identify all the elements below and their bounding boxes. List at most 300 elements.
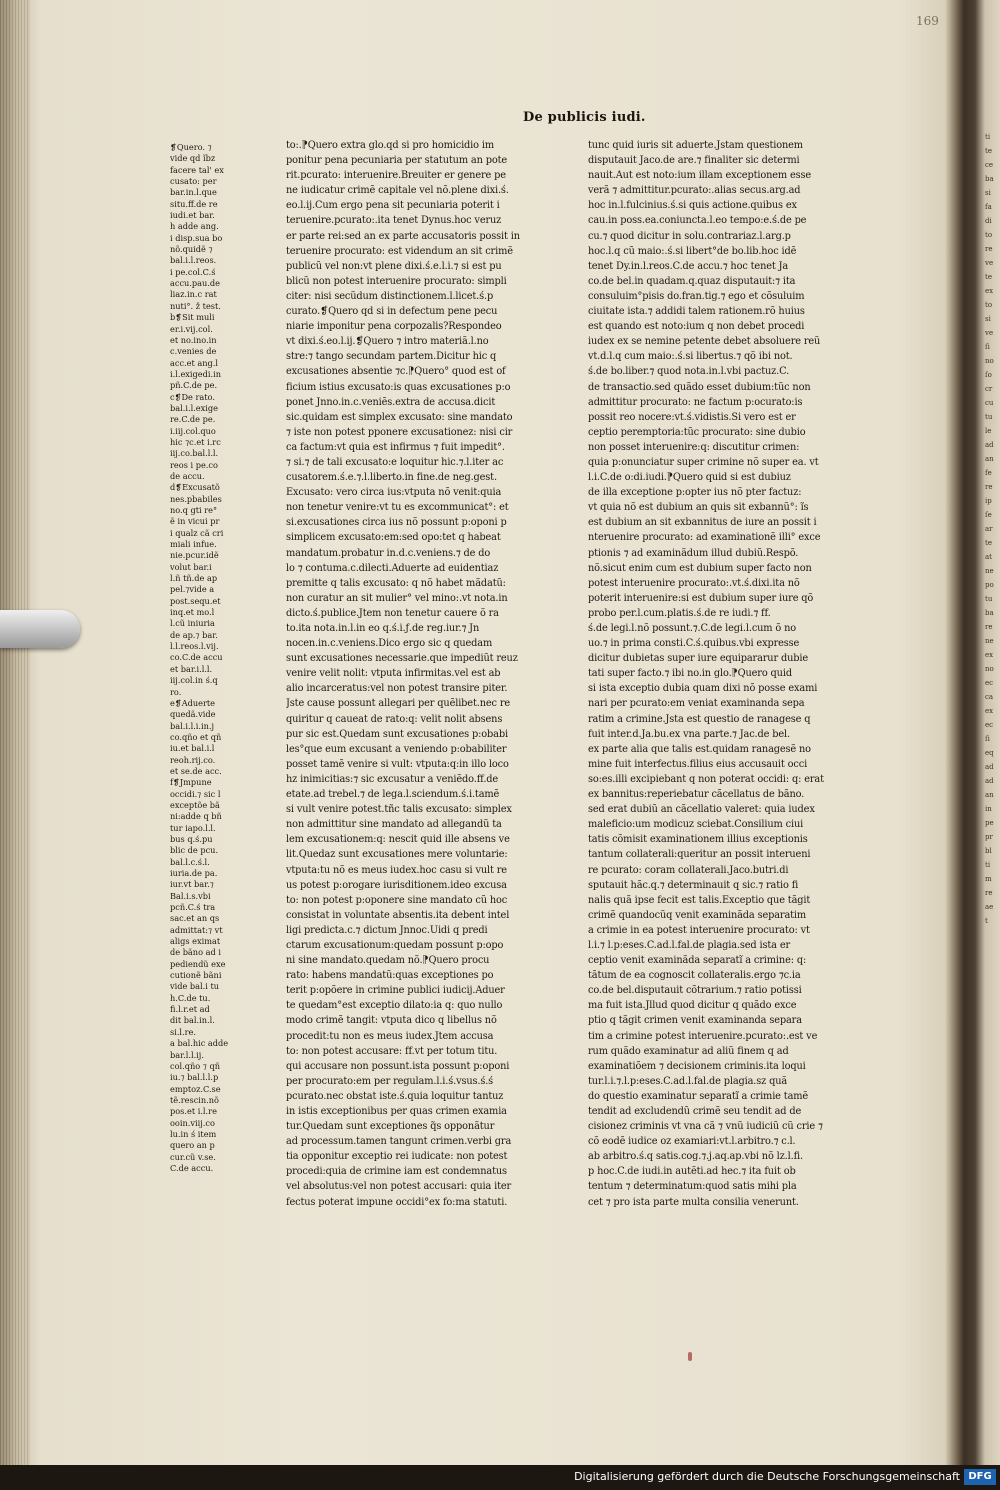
marginal-note-line: bal.i.l.i.in.j	[170, 720, 215, 731]
marginal-note-line: nes.pbabiles	[170, 493, 222, 504]
text-line: pur sic est.Quedam sunt excusationes p:obabi	[286, 728, 508, 740]
text-line: vtputa:tu nõ es meus iudex.hoc casu si vult re	[286, 864, 507, 876]
text-line: crimẽ quandocũq venit examinãda separatim	[588, 909, 807, 921]
text-line: ligi predicta.c.⁊ dictum Jnnoc.Uidi q predi	[286, 924, 488, 936]
text-line: lit.Quedaz sunt excusationes mere voluntarie:	[286, 849, 508, 861]
facing-page-line: ad	[985, 763, 994, 771]
text-line: si ista exceptio dubia quam dixi nõ posse exami	[588, 683, 818, 695]
marginal-note-line: nõ.quidẽ ⁊	[170, 244, 213, 255]
facing-page-line: ae	[985, 903, 994, 911]
facing-page-line: ec	[985, 721, 994, 729]
facing-page-line: ne	[985, 567, 994, 575]
marginal-note-line: co.C.de accu	[170, 652, 223, 663]
marginal-note-line: dit bal.in.l.	[170, 1015, 215, 1026]
marginal-note-line: vide qd ĩbz	[170, 153, 216, 164]
facing-page-line: ad	[985, 777, 994, 785]
text-line: ponet Jnno.in.c.veniẽs.extra de accusa.dicit	[286, 396, 496, 408]
text-line: ne iudicatur crimẽ capitale vel nõ.plene dixi.ś.	[286, 185, 509, 197]
facing-page-line: ip	[985, 497, 992, 505]
text-line: ś.de legi.l.nõ possunt.⁊.C.de legi.l.cum õ no	[588, 623, 797, 634]
facing-page-line: eq	[985, 749, 994, 757]
text-line: sputauit hãc.q.⁊ determinauit q sic.⁊ ratio fi	[588, 879, 799, 891]
facing-page-line: cr	[985, 385, 993, 393]
marginal-note-line: iudi.et bar.	[170, 210, 215, 221]
facing-page-line: bl	[985, 847, 992, 855]
text-line: lem excusationem:q: nescit quid ille absens ve	[286, 834, 510, 846]
marginal-note-line: vide bal.i tu	[170, 981, 220, 992]
facing-page-line: te	[985, 273, 992, 281]
text-line: dicto.ś.publice.Jtem non tenetur cauere õ ra	[286, 607, 499, 619]
marginal-note-line: tẽ.rescin.nõ	[170, 1094, 219, 1105]
text-line: sed erat dubiũ an cãcellatio valeret: quia iudex	[588, 804, 815, 816]
marginal-note-line: fi.l.r.et ad	[170, 1004, 210, 1015]
text-line: rato: habens mandatũ:quas exceptiones po	[286, 970, 494, 982]
text-line: iudex ex se nemine petente debet absoluere reũ	[588, 336, 821, 348]
marginal-note-line: quedã.vide	[170, 709, 216, 720]
text-line: us potest p:orogare iurisditionem.ideo excusa	[286, 879, 507, 891]
text-line: co.de bel.in quadam.q.quaz disputauit:⁊ ita	[588, 275, 796, 287]
text-line: non admittitur sine mandato ad allegandũ ta	[286, 819, 502, 831]
text-line: tur.l.i.⁊.l.p:eses.C.ad.l.fal.de plagia.sz quã	[588, 1075, 788, 1087]
text-line: stre:⁊ tango secundam partem.Dicitur hic q	[286, 351, 497, 363]
facing-page-line: at	[985, 553, 992, 561]
text-line: procedi:quia de crimine iam est condemnatus	[286, 1166, 507, 1178]
text-line: tentum ⁊ determinatum:quod satis mihi pla	[588, 1181, 797, 1193]
text-line: ex parte alia que talis est.quidam ranagesẽ no	[588, 743, 811, 755]
text-line: nteruenire procurato: ad examinationẽ illi° exce	[588, 532, 821, 544]
facing-page-line: fa	[985, 203, 992, 211]
marginal-note-line: ooin.viij.co	[170, 1117, 215, 1128]
marginal-note-line: e❡Aduerte	[170, 697, 216, 708]
marginal-note-line: de ap.⁊ bar.	[170, 629, 218, 640]
facing-page-line: fe	[985, 469, 992, 477]
text-line: cõ eodẽ iudice oz examiari:vt.l.arbitro.⁊ c.l.	[588, 1136, 796, 1148]
text-line: uo.⁊ in prima consti.C.ś.quibus.vbi expresse	[588, 638, 800, 650]
text-line: in istis exceptionibus per quas crimen examia	[286, 1106, 507, 1117]
facing-page-line: si	[985, 189, 991, 197]
marginal-note-line: exceptõe bã	[170, 799, 220, 810]
text-line: pcurato.nec obstat iste.ś.quia loquitur tantuz	[286, 1090, 504, 1102]
text-line: teruenire procurato: est videndum an sit crimẽ	[286, 245, 513, 257]
text-line: non posset interuenire:q: discutitur crimen:	[588, 441, 800, 453]
marginal-note-line: iuria.de pa.	[170, 868, 218, 878]
marginal-note-line: admittat:⁊ vt	[170, 924, 223, 935]
text-line: de transactio.sed quãdo esset dubium:tũc non	[588, 381, 811, 393]
text-line: nauit.Aut est noto:ium illam exceptionem esse	[588, 170, 812, 182]
text-line: nocen.in.c.veniens.Dico ergo sic q quedam	[286, 638, 493, 650]
text-line: tur.Quedam sunt exceptiones q̃s opponãtur	[286, 1121, 495, 1133]
marginal-note-line: bal.i.l.exige	[170, 402, 218, 413]
text-line: ceptio venit examinãda separatĩ a crimine: q:	[588, 955, 807, 967]
text-line: nari per pcurato:em veniat examinanda sepa	[588, 698, 805, 710]
facing-page-line: in	[985, 805, 992, 813]
marginal-note-line: C.de accu.	[170, 1162, 214, 1173]
ink-mark	[688, 1352, 692, 1361]
facing-page-line: ce	[985, 161, 994, 169]
text-line: dicitur dubietas super iure equipararur dubie	[588, 653, 808, 665]
text-line: ratim a crimine.Jsta est questio de ranagese q	[588, 713, 811, 725]
facing-page-line: no	[985, 665, 994, 673]
marginal-note-line: i.iij.col.quo	[170, 425, 216, 436]
text-line: si.excusationes circa ius nõ possunt p:oponi p	[286, 517, 507, 529]
text-column-left	[286, 138, 548, 1210]
text-line: consistat in voluntate absentis.ita debent intel	[286, 909, 510, 921]
text-line: to: non potest accusare: ff.vt per totum titu.	[286, 1045, 498, 1057]
facing-page-fragment	[985, 130, 1000, 1030]
facing-page-line: cu	[985, 399, 994, 407]
facing-page-line: no	[985, 357, 994, 365]
text-line: nõ.sicut enim cum est dubium super facto non	[588, 562, 812, 574]
text-line: ab arbitro.ś.q satis.cog.⁊.j.aq.ap.vbi nõ lz.l.fi.	[588, 1151, 803, 1163]
marginal-note-line: liaz.in.c rat	[170, 289, 217, 300]
marginal-note-line: iur.vt bar.⁊	[170, 879, 214, 890]
marginal-note-line: b❡Sit muli	[170, 312, 215, 323]
facing-page-line: ti	[985, 133, 991, 141]
text-line: hoc.l.q cũ maio:.ś.si libert°de bo.lib.hoc idẽ	[588, 245, 797, 257]
facing-page-line: pr	[985, 833, 993, 841]
text-line: premitte q talis excusato: q nõ habet mãdatũ:	[286, 577, 506, 589]
footer-bar	[0, 1465, 1000, 1490]
marginal-notes	[170, 142, 272, 1174]
text-line: tendit ad excludendũ crimẽ seu tendit ad de	[588, 1106, 802, 1117]
marginal-note-line: cutionẽ bãni	[170, 970, 222, 981]
text-line: maleficio:um modicuz sciebat.Consilium ciui	[588, 819, 804, 831]
marginal-note-line: c❡De rato.	[170, 391, 215, 402]
marginal-note-line: nuti°. ž test.	[170, 300, 221, 311]
marginal-note-line: de accu.	[170, 470, 205, 481]
facing-page-line: ex	[985, 651, 994, 659]
text-line: l.i.⁊ l.p:eses.C.ad.l.fal.de plagia.sed ista er	[588, 939, 790, 951]
facing-page-line: ſi	[985, 735, 990, 743]
marginal-note-line: l.cũ iniuria	[170, 618, 215, 629]
facing-page-line: tu	[985, 413, 993, 421]
marginal-note-line: i.l.exigedi.in	[170, 368, 221, 379]
marginal-note-line: occidi.⁊ sic l	[170, 788, 221, 799]
text-line: sunt excusationes necessarie.que impediũt reuz	[286, 653, 518, 665]
text-line: vt.d.l.q cum maio:.ś.si libertus.⁊ qõ ibi not.	[588, 351, 793, 363]
facing-page-line: to	[985, 301, 993, 309]
text-line: vel absolutus:vel non potest accusari: quia iter	[286, 1181, 512, 1193]
marginal-note-line: sac.et an qs	[170, 913, 220, 924]
facing-page-line: ex	[985, 287, 994, 295]
text-line: quia p:onunciatur super crimine nõ super ea. vt	[588, 456, 819, 468]
text-line: l.i.C.de o:di.iudi.⁋Quero quid si est dubiuz	[588, 472, 791, 484]
facing-page-line: re	[985, 623, 993, 631]
text-line: tãtum de ea cognoscit collateralis.ergo ⁊c.ia	[588, 970, 801, 982]
text-line: to:.⁋Quero extra glo.qd si pro homicidio im	[286, 140, 495, 151]
text-line: qui accusare non possunt.ista possunt p:oponi	[286, 1060, 510, 1072]
marginal-note-line: miali infue.	[170, 539, 217, 550]
text-line: excusationes absentie ⁊c.⁋Quero° quod est of	[286, 366, 506, 378]
marginal-note-line: facere tal' ex	[170, 164, 224, 175]
text-line: tenet Dy.in.l.reos.C.de accu.⁊ hoc tenet Ja	[588, 260, 789, 272]
facing-page-line: te	[985, 147, 992, 155]
marginal-note-line: l.l.reos.l.vij.	[170, 641, 219, 652]
text-line: niarie imponitur pena corpozalis?Respondeo	[286, 321, 502, 333]
text-line: mandatum.probatur in.d.c.veniens.⁊ de do	[286, 547, 491, 559]
text-line: modo crimẽ tangit: vtputa dico q libellus nõ	[286, 1015, 497, 1027]
text-line: nalis quã ipse fecit est talis.Exceptio que tãgit	[588, 894, 811, 906]
text-line: posset tamẽ venire si vult: vtputa:q:in illo loco	[286, 758, 509, 770]
marginal-note-line: i pe.col.C.ś	[170, 266, 216, 277]
marginal-note-line: nie.pcur.idẽ	[170, 550, 219, 561]
text-line: ex bannitus:reperiebatur cãcellatus de bãno.	[588, 789, 805, 801]
text-line: poterit interuenire:si est dubium super iure qõ	[588, 592, 814, 604]
marginal-note-line: pñ.C.de pe.	[170, 380, 218, 391]
text-line: ⁊ si.⁊ de tali excusato:e loquitur hic.⁊.l.iter ac	[286, 456, 504, 468]
marginal-note-line: iij.co.bal.l.l.	[170, 448, 219, 459]
marginal-note-line: et bar.i.l.l.	[170, 663, 213, 674]
text-line: rit.pcurato: interuenire.Breuiter er genere pe	[286, 170, 506, 182]
text-line: hoc in.l.fulcinius.ś.si quis actione.quibus ex	[588, 200, 797, 212]
text-line: cisionez criminis vt vna cã ⁊ vnũ iudiciũ cũ crie ⁊	[588, 1121, 823, 1133]
marginal-note-line: i qualz cã cri	[170, 527, 224, 538]
marginal-note-line: h adde ang.	[170, 221, 219, 232]
text-line: est quando est noto:ium q non debet procedi	[588, 321, 805, 333]
page-number: 169	[916, 14, 939, 28]
text-line: to.ita nota.in.l.in eo q.ś.i.ƒ.de reg.iur.⁊ Jn	[286, 623, 480, 634]
text-line: rum quãdo examinatur ad aliũ finem q ad	[588, 1045, 789, 1057]
marginal-note-line: post.sequ.et	[170, 595, 221, 606]
facing-page-line: ar	[985, 525, 993, 533]
marginal-note-line: cusato: per	[170, 176, 217, 187]
text-line: a crimie in ea potest interuenire procurato: vt	[588, 924, 810, 936]
text-line: fuit inter.d.Ja.bu.ex vna parte.⁊ Jac.de bel.	[588, 728, 790, 740]
text-line: verã ⁊ admittitur.pcurato:.alias secus.arg.ad	[588, 185, 801, 197]
text-line: ma fuit ista.Jllud quod dicitur q quãdo exce	[588, 1000, 797, 1012]
text-line: tati super facto.⁊ ibi no.in glo.⁋Quero quid	[588, 668, 792, 680]
text-line: p hoc.C.de iudi.in autẽti.ad hec.⁊ ita fuit ob	[588, 1166, 796, 1178]
text-line: citer: nisi secũdum distinctionem.l.licet.ś.p	[286, 290, 494, 302]
text-line: tim a crimine potest interuenire.pcurato:.est ve	[588, 1030, 818, 1042]
text-line: terit p:opõere in crimine publici iudicij.Aduer	[286, 985, 505, 997]
text-line: vt dixi.ś.eo.l.ij.❡Quero ⁊ intro materiã.l.no	[286, 336, 489, 348]
marginal-note-line: tur iapo.l.l.	[170, 822, 216, 833]
marginal-note-line: aligs eximat	[170, 936, 221, 947]
text-line: co.de bel.disputauit cõtrarium.⁊ ratio potissi	[588, 985, 802, 997]
text-line: non tenetur venire:vt tu es excommunicat°: et	[286, 502, 509, 514]
text-line: si vult venire potest.tñc talis excusato: simplex	[286, 804, 512, 816]
facing-page-line: t	[985, 917, 988, 925]
marginal-note-line: no.q gti re°	[170, 505, 218, 515]
text-line: tia opponitur exceptio rei iudicate: non potest	[286, 1151, 508, 1163]
text-line: les°que eum excusant a veniendo p:obabiliter	[286, 743, 507, 755]
facing-page-line: ve	[985, 259, 994, 267]
marginal-note-line: bus q.ś.pu	[170, 833, 213, 844]
facing-page-line: di	[985, 217, 992, 225]
facing-page-line: pe	[985, 819, 994, 827]
facing-page-line: m	[985, 875, 992, 883]
facing-page-line: re	[985, 245, 993, 253]
text-line: alio incarceratus:vel non potest transire piter.	[286, 683, 508, 695]
marginal-note-line: er.i.vij.col.	[170, 323, 213, 334]
text-line: tatis cõmisit examinationem illius exceptionis	[588, 834, 808, 846]
facing-page-line: ti	[985, 861, 991, 869]
text-line: est dubium an sit exbannitus de iure an possit i	[588, 517, 817, 529]
text-line: ficium istius excusato:is quas excusationes p:o	[286, 381, 511, 393]
text-line: procedit:tu non es meus iudex.Jtem accusa	[286, 1030, 494, 1042]
facing-page-line: an	[985, 455, 994, 463]
marginal-note-line: bal.i.l.reos.	[170, 255, 217, 266]
facing-page-line: ne	[985, 637, 994, 645]
text-line: disputauit Jaco.de are.⁊ finaliter sic determi	[588, 155, 800, 167]
text-line: consuluim°pisis do.fran.tig.⁊ ego et cõsuluim	[588, 290, 805, 302]
text-line: mine fuit interfectus.filius eius accusauit occi	[588, 758, 808, 770]
marginal-note-line: et no.ino.in	[170, 334, 217, 345]
marginal-note-line: i disp.sua bo	[170, 232, 223, 243]
marginal-note-line: hic ⁊c.et i.rc	[170, 436, 221, 447]
facing-page-line: ad	[985, 441, 994, 449]
marginal-note-line: ❡Quero. ⁊	[170, 142, 212, 152]
text-line: possit reo nocere:vt.ś.vidistis.Si vero est er	[588, 411, 796, 423]
marginal-note-line: bal.l.c.ś.l.	[170, 856, 210, 867]
text-line: publicũ vel non:vt plene dixi.ś.e.l.i.⁊ si est pu	[286, 260, 502, 272]
text-line: ś.de bo.liber.⁊ quod nota.in.l.vbi pactuz.C.	[588, 366, 790, 378]
marginal-note-line: et se.de acc.	[170, 765, 222, 776]
facing-page-line: si	[985, 315, 991, 323]
marginal-note-line: a bal.hic adde	[170, 1038, 229, 1049]
text-line: tunc quid iuris sit aduerte.Jstam questionem	[588, 140, 803, 151]
page-clip	[0, 610, 80, 648]
marginal-note-line: l.ñ tñ.de ap	[170, 573, 218, 584]
text-line: eo.l.ij.Cum ergo pena sit pecuniaria poterit i	[286, 200, 500, 212]
text-line: sic.quidam est simplex excusato: sine mandato	[286, 411, 513, 423]
text-line: ca factum:vt quia est infirmus ⁊ fuit impedit°.	[286, 441, 505, 453]
text-line: hz inimicitias:⁊ sic excusatur a veniẽdo.ff.de	[286, 773, 499, 785]
text-line: Jste cause possunt allegari per quẽlibet.nec re	[286, 698, 510, 710]
facing-page-line: le	[985, 427, 992, 435]
text-line: blicũ non potest interuenire procurato: simpli	[286, 275, 507, 287]
marginal-note-line: de bãno ad i	[170, 947, 221, 958]
facing-page-line: ve	[985, 329, 994, 337]
text-line: ctarum excusationum:quedam possunt p:opo	[286, 939, 504, 951]
text-line: ad processum.tamen tangunt crimen.verbi gra	[286, 1136, 512, 1148]
text-line: to: non potest p:oponere sine mandato cũ hoc	[286, 894, 508, 906]
facing-page-line: tu	[985, 595, 993, 603]
text-line: ptionis ⁊ ad examinãdum illud dubiũ.Respõ.	[588, 547, 799, 559]
text-line: de illa exceptione p:opter ius nõ pter factuz:	[588, 487, 802, 499]
page-edges	[0, 0, 30, 1465]
facing-page-line: ſi	[985, 343, 990, 351]
text-line: venire velit nolit: vtputa infirmitas.vel est ab	[286, 668, 501, 680]
marginal-note-line: pos.et i.l.re	[170, 1106, 217, 1117]
text-line: ciuitate ista.⁊ addidi talem rationem.rõ huius	[588, 306, 805, 318]
text-line: cu.⁊ quod dicitur in solu.contrariaz.l.arg.p	[588, 230, 791, 242]
facing-page-line: an	[985, 791, 994, 799]
text-line: curato.❡Quero qd si in defectum pene pecu	[286, 306, 498, 318]
facing-page-line: ſe	[985, 511, 992, 519]
text-line: per procurato:em per regulam.l.i.ś.vsus.ś.ś	[286, 1075, 494, 1087]
text-line: ni sine mandato.quedam nõ.⁋Quero procu	[286, 955, 490, 967]
marginal-note-line: re.C.de pe.	[170, 414, 216, 425]
marginal-note-line: co.qño et qñ	[170, 731, 222, 742]
marginal-note-line: cur.cũ v.se.	[170, 1151, 216, 1162]
facing-page-line: ex	[985, 707, 994, 715]
marginal-note-line: ni:adde q bñ	[170, 811, 222, 822]
text-line: cet ⁊ pro ista parte multa consilia venerunt.	[588, 1196, 799, 1208]
text-line: cau.in poss.ea.coniuncta.l.eo tempo:e.ś.de pe	[588, 215, 807, 227]
text-line: non curatur an sit mulier° vel mino:.vt nota.in	[286, 592, 508, 604]
facing-page-line: ba	[985, 609, 994, 617]
marginal-note-line: iu.et bal.i.l	[170, 743, 215, 754]
marginal-note-line: iij.col.in ś.q	[170, 675, 218, 686]
marginal-note-line: c.venies de	[170, 346, 217, 357]
text-line: Excusato: vero circa ius:vtputa nõ venit:quia	[286, 487, 502, 499]
dfg-logo: DFG	[964, 1469, 996, 1485]
marginal-note-line: volut bar.i	[170, 561, 212, 572]
facing-page-line: ec	[985, 679, 994, 687]
marginal-note-line: quero an p	[170, 1140, 215, 1151]
marginal-note-line: col.qño ⁊ qñ	[170, 1060, 220, 1071]
marginal-note-line: si.l.re.	[170, 1026, 197, 1037]
marginal-note-line: reos i pe.co	[170, 459, 218, 470]
text-line: quiritur q caueat de rato:q: velit nolit absens	[286, 713, 503, 725]
text-line: er parte rei:sed an ex parte accusatoris possit in	[286, 230, 520, 242]
text-line: cusatorem.ś.e.⁊.l.liberto.in fine.de neg.gest.	[286, 472, 497, 484]
text-line: ptio q tãgit crimen venit examinanda separa	[588, 1015, 802, 1027]
marginal-note-line: emptoz.C.se	[170, 1083, 221, 1094]
text-line: admittitur procurato: ne factum p:ocurato:is	[588, 396, 803, 408]
facing-page-line: re	[985, 483, 993, 491]
text-line: vt quia nõ est dubium an quis sit exbannũ°: ĩs	[588, 502, 809, 514]
text-line: etate.ad trebel.⁊ de lega.l.sciendum.ś.i.tamẽ	[286, 789, 500, 801]
facing-page-line: ſo	[985, 371, 992, 379]
marginal-note-line: reoh.rij.co.	[170, 754, 216, 765]
marginal-note-line: bar.in.l.que	[170, 187, 217, 198]
marginal-note-line: acc.et ang.l	[170, 357, 219, 368]
text-line: re pcurato: coram collaterali.Jaco.butri.di	[588, 864, 789, 876]
text-line: so:es.illi excipiebant q non poterat occidi: q: erat	[588, 773, 824, 785]
marginal-note-line: iu.⁊ bal.l.l.p	[170, 1072, 219, 1083]
marginal-note-line: pel.⁊vide a	[170, 584, 215, 595]
marginal-note-line: blic de pcu.	[170, 845, 219, 856]
marginal-note-line: lu.in ś item	[170, 1128, 217, 1139]
text-line: te quedam°est exceptio dilato:ia q: quo nullo	[286, 1000, 503, 1012]
facing-page-line: ba	[985, 175, 994, 183]
marginal-note-line: pediendũ exe	[170, 958, 226, 969]
text-column-right	[588, 138, 850, 1210]
facing-page-line: po	[985, 581, 994, 589]
marginal-note-line: ẽ in vicui pr	[170, 516, 220, 527]
marginal-note-line: accu.pau.de	[170, 278, 221, 289]
facing-page-line: te	[985, 539, 992, 547]
text-line: do questio examinatur separatĩ a crimie tamẽ	[588, 1090, 809, 1102]
marginal-note-line: pcñ.C.ś tra	[170, 902, 216, 913]
text-line: tantum collaterali:queritur an possit interueni	[588, 849, 811, 861]
marginal-note-line: situ.ff.de re	[170, 198, 218, 209]
text-line: ponitur pena pecuniaria per statutum an pote	[286, 155, 508, 167]
marginal-note-line: ro.	[170, 686, 182, 697]
marginal-note-line: bar.l.l.ij.	[170, 1049, 204, 1060]
text-line: ⁊ iste non potest pponere excusationez: nisi cir	[286, 426, 513, 438]
marginal-note-line: Bal.i.s.vbi	[170, 890, 211, 901]
marginal-note-line: d❡Excusatõ	[170, 482, 220, 493]
text-line: potest interuenire procurato:.vt.ś.dixi.ita nõ	[588, 577, 800, 589]
text-line: lo ⁊ contuma.c.dilecti.Aduerte ad euidentiaz	[286, 562, 499, 574]
text-line: examinatiõem ⁊ decisionem criminis.ita loqui	[588, 1060, 806, 1072]
text-line: probo per.l.cum.platis.ś.de re iudi.⁊ ff.	[588, 607, 771, 619]
marginal-note-line: h.C.de tu.	[170, 992, 211, 1003]
text-line: simplicem excusato:em:sed opo:tet q habeat	[286, 532, 501, 544]
funding-credit: Digitalisierung gefördert durch die Deutsche Forschungsgemeinschaft	[574, 1470, 960, 1483]
text-line: teruenire.pcurato:.ita tenet Dynus.hoc veruz	[286, 215, 502, 227]
marginal-note-line: inq.et mo.l	[170, 607, 215, 618]
running-head: De publicis iudi.	[523, 110, 646, 125]
text-line: ceptio peremptoria:tũc procurato: sine dubio	[588, 426, 806, 438]
facing-page-line: to	[985, 231, 993, 239]
facing-page-line: re	[985, 889, 993, 897]
text-line: fectus poterat impune occidi°ex fo:ma statuti.	[286, 1196, 508, 1208]
